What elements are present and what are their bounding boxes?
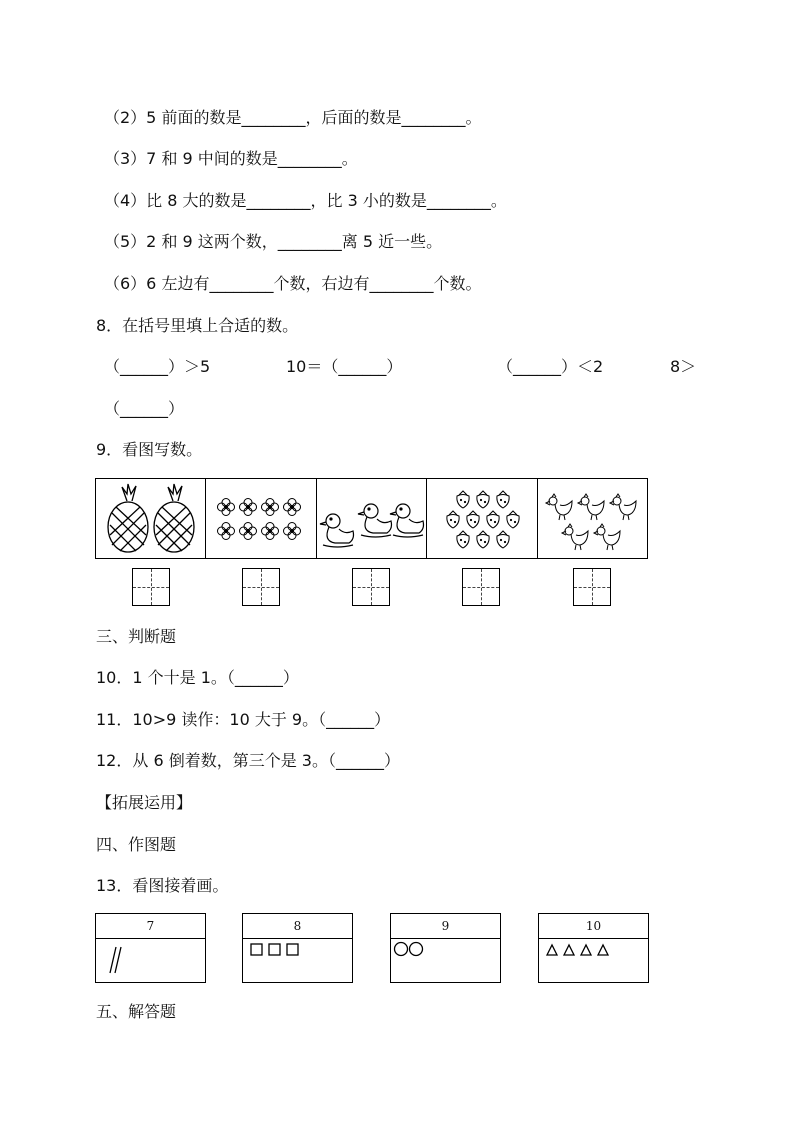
q7-sub5: （5）2 和 9 这两个数，________离 5 近一些。 bbox=[104, 232, 443, 251]
q11: 11．10>9 读作：10 大于 9。（______） bbox=[96, 710, 391, 729]
triangle-icon bbox=[539, 939, 619, 983]
answer-box-3[interactable] bbox=[352, 568, 390, 606]
q9-title: 9．看图写数。 bbox=[96, 440, 203, 459]
chicken-icon bbox=[538, 479, 647, 558]
q7-sub6: （6）6 左边有________个数，右边有________个数。 bbox=[104, 274, 482, 293]
cell-flowers bbox=[206, 479, 316, 558]
q13-title: 13．看图接着画。 bbox=[96, 876, 229, 895]
q7-sub3: （3）7 和 9 中间的数是________。 bbox=[104, 149, 358, 168]
q8-item-3: （______）＜2 bbox=[497, 357, 604, 376]
draw-box-number: 9 bbox=[391, 914, 500, 939]
duck-icon bbox=[317, 479, 427, 558]
answer-box-5[interactable] bbox=[573, 568, 611, 606]
q8-item-4: 8＞ bbox=[670, 357, 697, 376]
strawberry-icon bbox=[427, 479, 537, 558]
picture-strip bbox=[95, 478, 648, 559]
draw-box-number: 10 bbox=[539, 914, 648, 939]
circle-icon bbox=[391, 939, 441, 983]
draw-box-number: 8 bbox=[243, 914, 352, 939]
draw-box-10[interactable] bbox=[538, 913, 649, 983]
flower-icon bbox=[206, 479, 316, 558]
q8-title: 8．在括号里填上合适的数。 bbox=[96, 316, 299, 335]
q8-item-2: 10＝（______） bbox=[286, 357, 403, 376]
cell-pineapples bbox=[96, 479, 206, 558]
q10: 10．1 个十是 1。（______） bbox=[96, 668, 299, 687]
draw-box-number: 7 bbox=[96, 914, 205, 939]
slash-icon bbox=[96, 939, 136, 983]
q8-item-5: （______） bbox=[104, 399, 185, 418]
cell-strawberries bbox=[427, 479, 537, 558]
cell-ducks bbox=[317, 479, 427, 558]
square-icon bbox=[243, 939, 313, 983]
draw-box-7[interactable] bbox=[95, 913, 206, 983]
answer-box-4[interactable] bbox=[462, 568, 500, 606]
section4-title: 四、作图题 bbox=[96, 835, 177, 854]
section5-title: 五、解答题 bbox=[96, 1002, 177, 1021]
q12: 12．从 6 倒着数，第三个是 3。（______） bbox=[96, 751, 400, 770]
q7-sub2: （2）5 前面的数是________，后面的数是________。 bbox=[104, 108, 482, 127]
cell-chickens bbox=[538, 479, 647, 558]
draw-box-9[interactable] bbox=[390, 913, 501, 983]
pineapple-icon bbox=[96, 479, 206, 558]
extension-label: 【拓展运用】 bbox=[96, 793, 193, 812]
answer-box-1[interactable] bbox=[132, 568, 170, 606]
section3-title: 三、判断题 bbox=[96, 627, 177, 646]
draw-box-8[interactable] bbox=[242, 913, 353, 983]
q8-item-1: （______）＞5 bbox=[104, 357, 211, 376]
answer-box-2[interactable] bbox=[242, 568, 280, 606]
q7-sub4: （4）比 8 大的数是________，比 3 小的数是________。 bbox=[104, 191, 507, 210]
